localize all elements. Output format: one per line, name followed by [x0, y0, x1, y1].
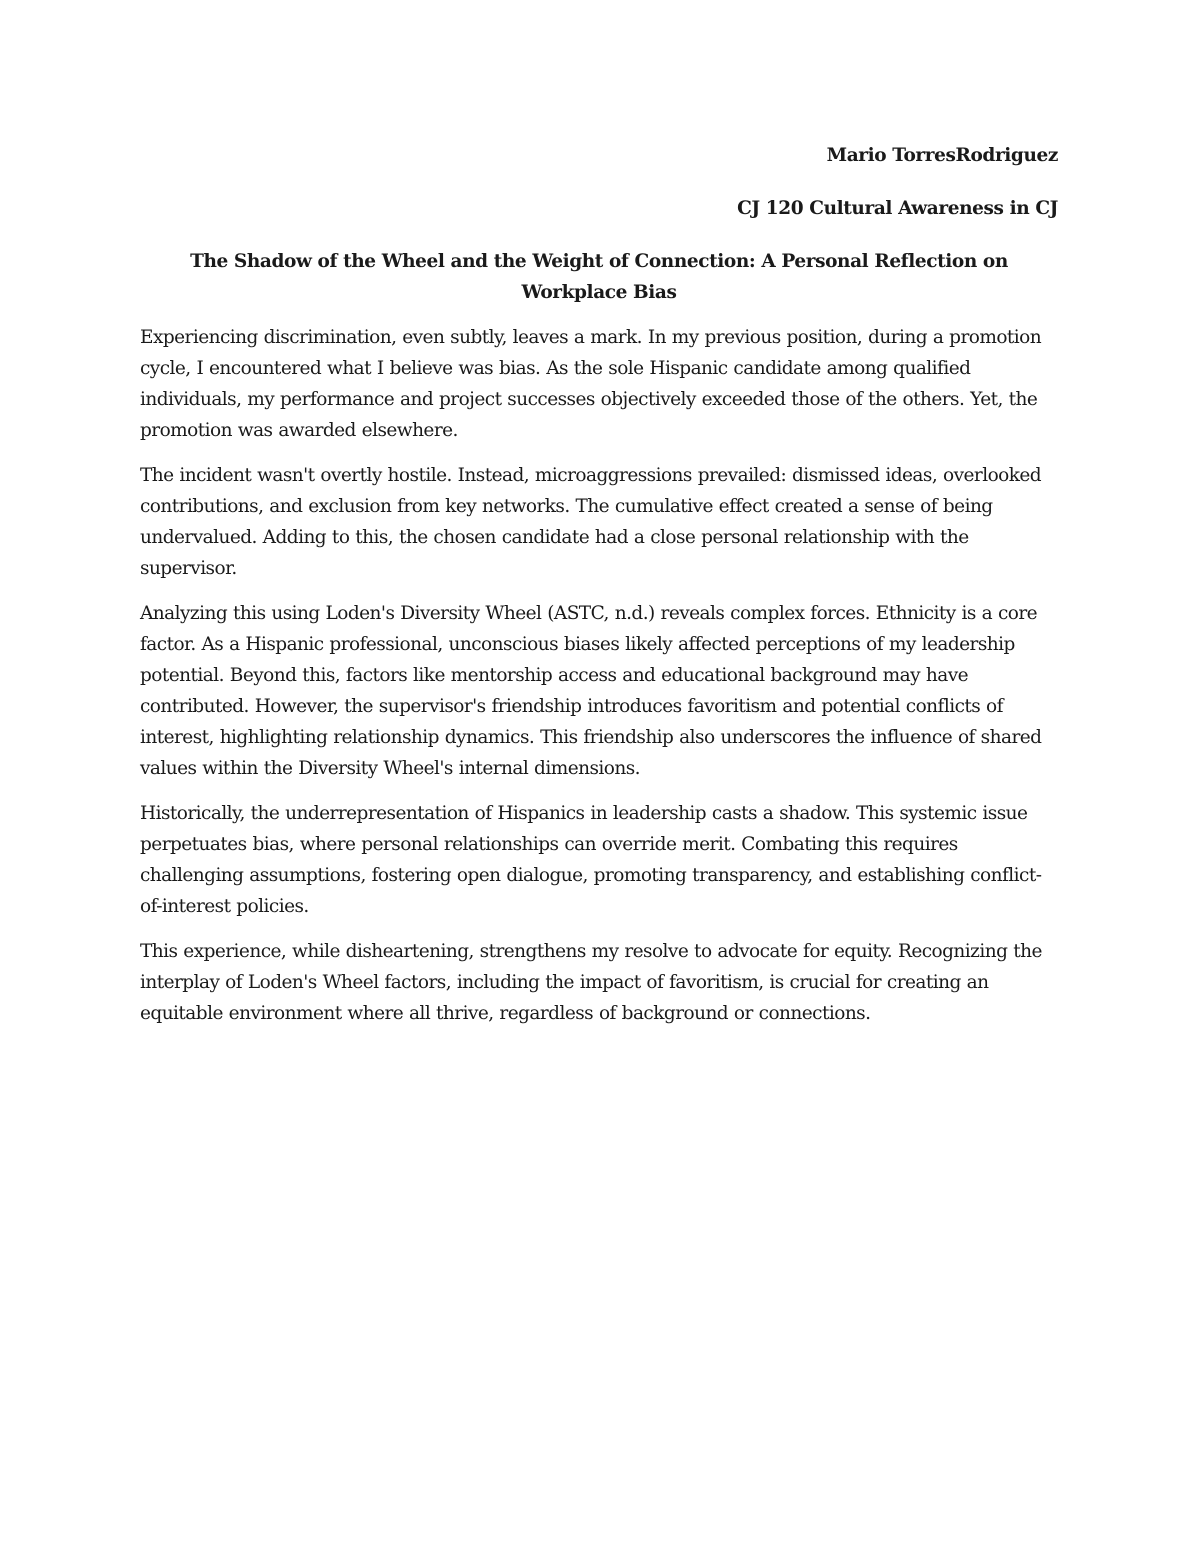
- paragraph-5: This experience, while disheartening, strengthens my resolve to advocate for equity. Recognizing the interplay of Loden's Wheel factors, including the impact of favoritism, is crucial for creating an equitable environment where all thrive, regardless of background or connections.: [140, 941, 1042, 1024]
- course-name: CJ 120 Cultural Awareness in CJ: [737, 198, 1058, 219]
- document-body: [140, 140, 1058, 1043]
- author-name: Mario TorresRodriguez: [826, 145, 1058, 166]
- paragraph-3: Analyzing this using Loden's Diversity Wheel (ASTC, n.d.) reveals complex forces. Ethnicity is a core factor. As a Hispanic professional, unconscious biases likely affected perceptions of my leadership potential. Beyond this, factors like mentorship access and educational background may have contributed. However, the supervisor's friendship introduces favoritism and potential conflicts of interest, highlighting relationship dynamics. This friendship also underscores the influence of shared values within the Diversity Wheel's internal dimensions.: [140, 603, 1042, 779]
- paragraph-4: Historically, the underrepresentation of Hispanics in leadership casts a shadow. This systemic issue perpetuates bias, where personal relationships can override merit. Combating this requires challenging assumptions, fostering open dialogue, promoting transparency, and establishing conflict-of-interest policies.: [140, 803, 1042, 917]
- paragraph-1: Experiencing discrimination, even subtly, leaves a mark. In my previous position, during a promotion cycle, I encountered what I believe was bias. As the sole Hispanic candidate among qualified individuals, my performance and project successes objectively exceeded those of the others. Yet, the promotion was awarded elsewhere.: [140, 327, 1042, 441]
- document-title: The Shadow of the Wheel and the Weight of Connection: A Personal Reflection on Workplace Bias: [190, 251, 1008, 303]
- paragraph-2: The incident wasn't overtly hostile. Instead, microaggressions prevailed: dismissed ideas, overlooked contributions, and exclusion from key networks. The cumulative effect created a sense of being undervalued. Adding to this, the chosen candidate had a close personal relationship with the supervisor.: [140, 465, 1042, 579]
